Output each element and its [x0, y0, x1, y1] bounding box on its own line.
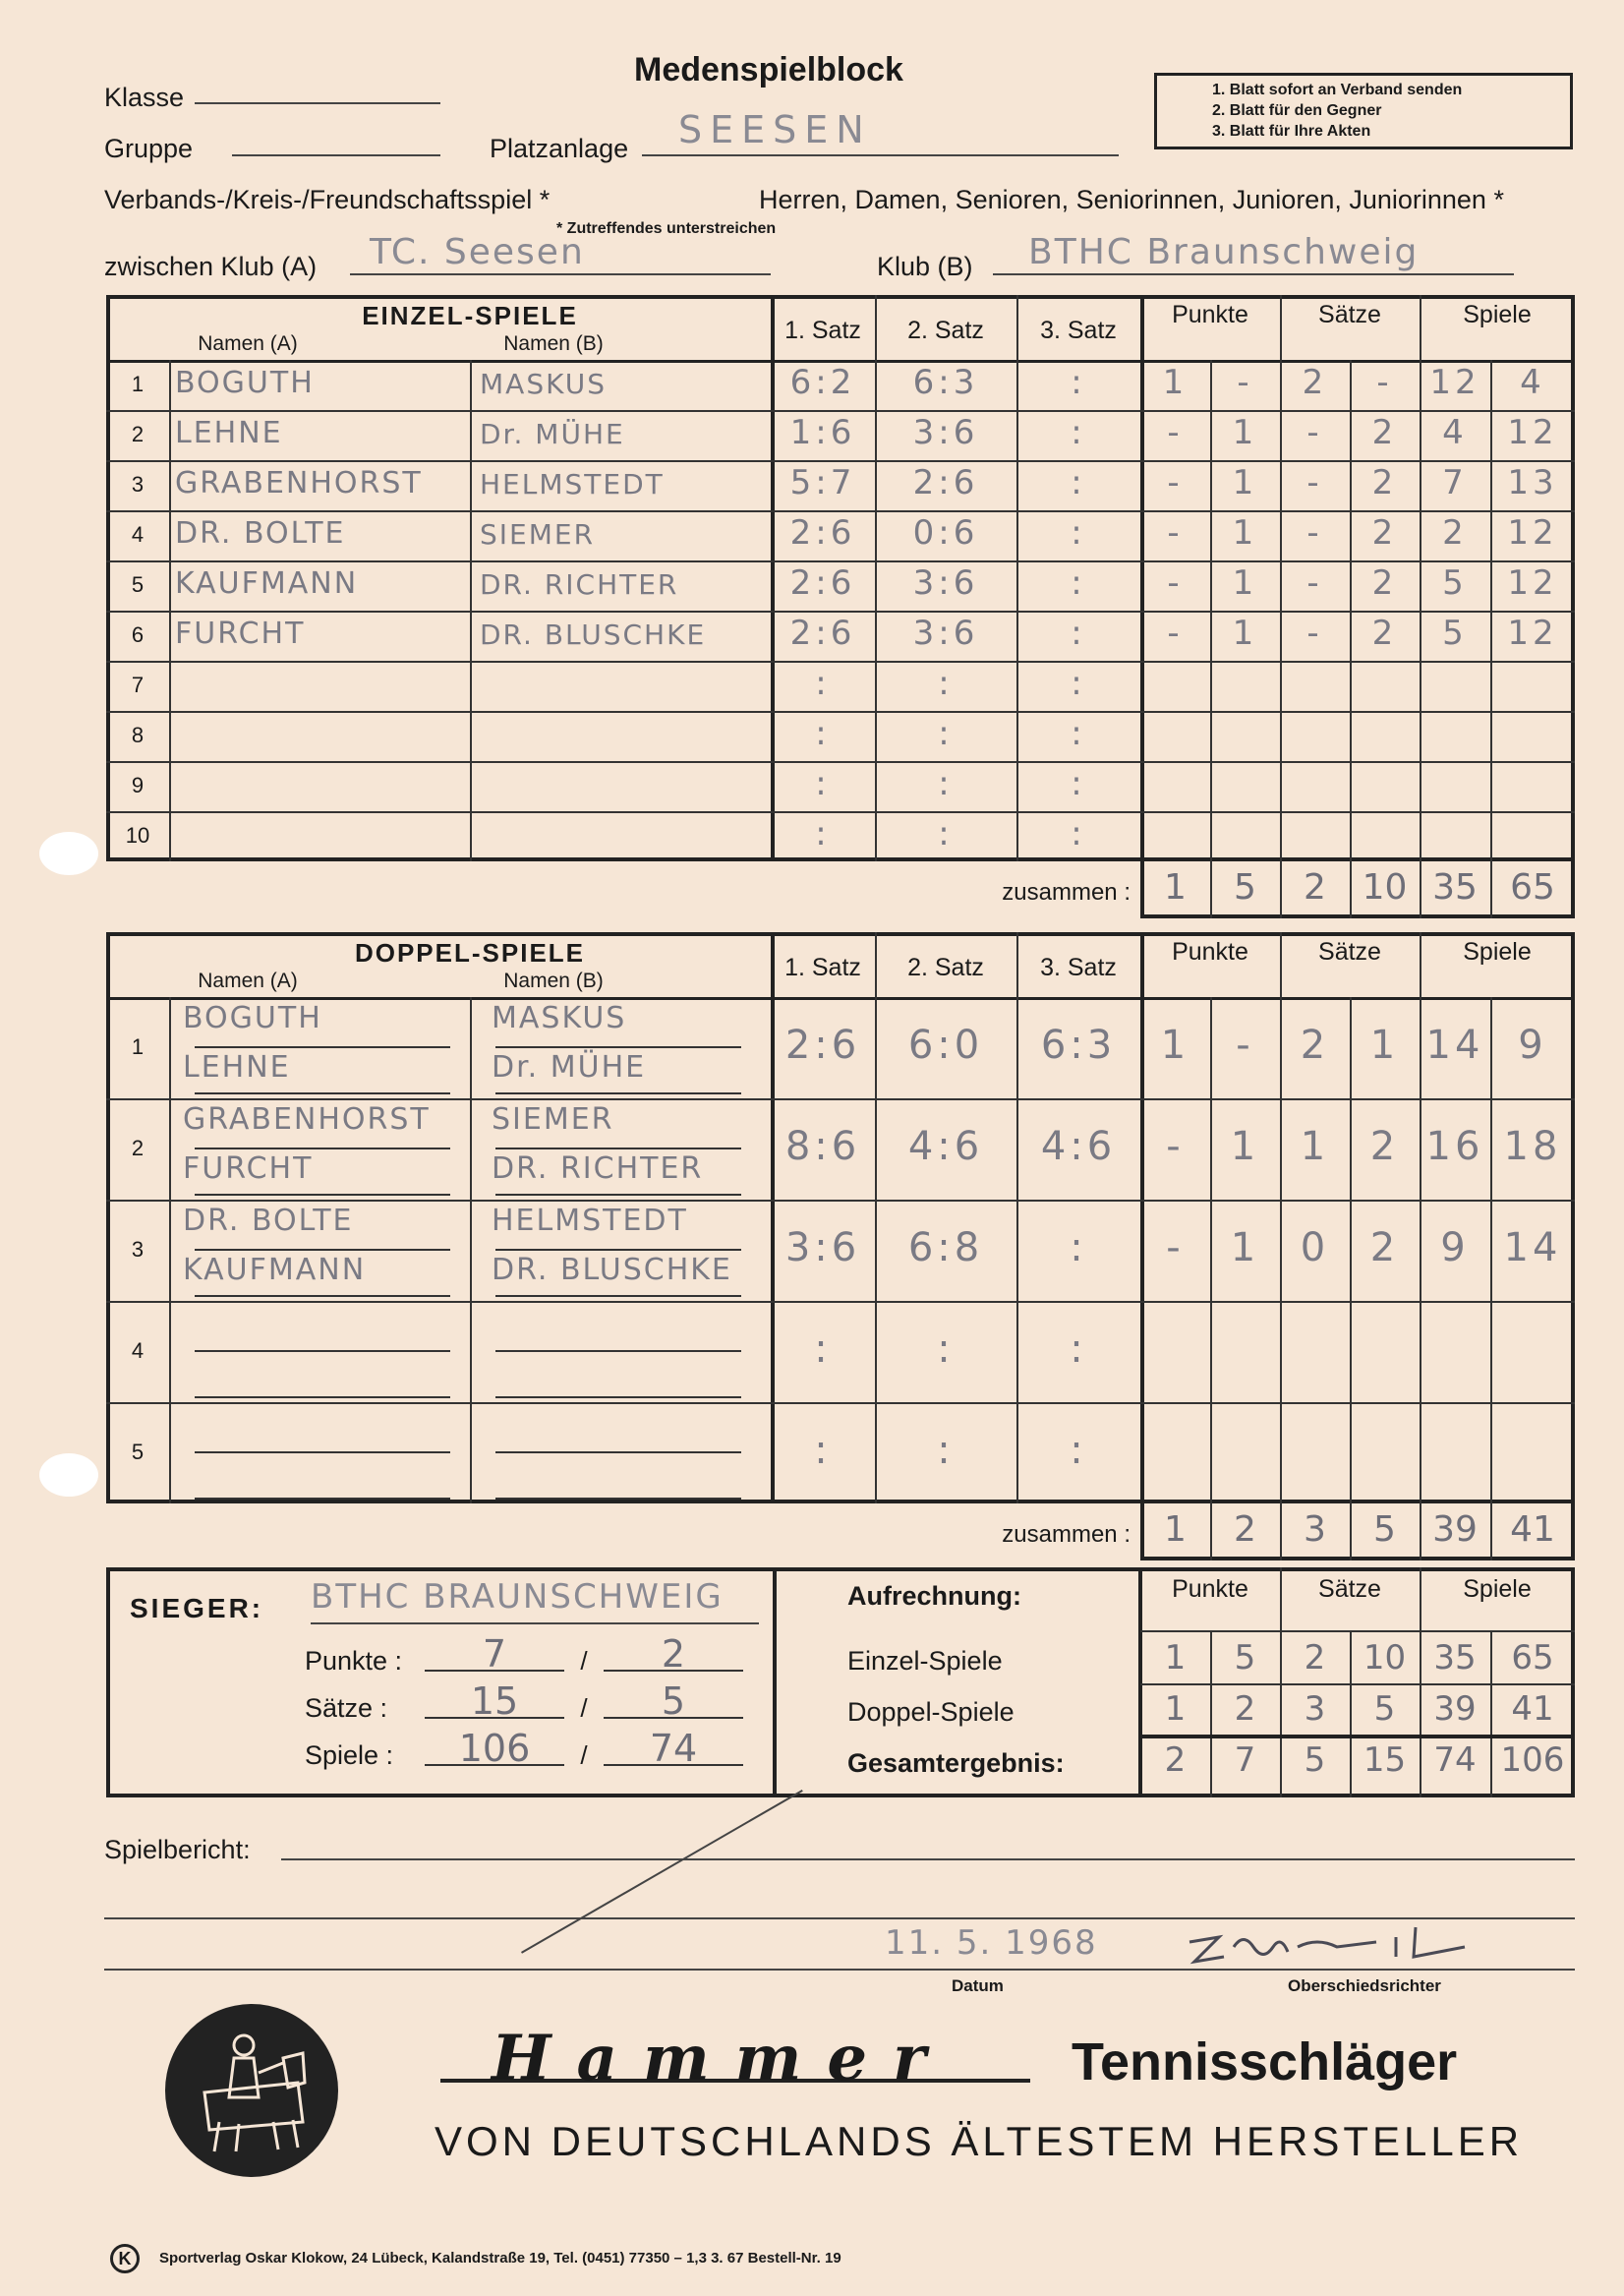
sieger-saetze-a: 15	[470, 1679, 519, 1723]
aufrechnung-value: 65	[1511, 1638, 1554, 1678]
einzel-spiele-header: Spiele	[1463, 301, 1532, 328]
doppel-st1: 0	[1300, 1224, 1330, 1270]
einzel-st2: 2	[1371, 513, 1398, 554]
doppel-st2: 2	[1369, 1123, 1400, 1169]
sieger-saetze-b: 5	[661, 1679, 686, 1723]
doppel-name-a2: KAUFMANN	[183, 1252, 367, 1287]
doppel-satz2-score: 6:8	[907, 1224, 984, 1270]
doppel-name-a1: GRABENHORST	[183, 1102, 431, 1137]
doppel-name-b2: DR. BLUSCHKE	[492, 1252, 732, 1287]
blatt-3: 3. Blatt für Ihre Akten	[1212, 123, 1371, 140]
aufrechnung-saetze-header: Sätze	[1318, 1575, 1381, 1603]
copy-instructions-box	[1154, 73, 1573, 149]
gruppe-label: Gruppe	[104, 134, 194, 163]
einzel-p2: 1	[1232, 463, 1258, 503]
einzel-satz1-score: 2:6	[789, 563, 856, 604]
klub-a-label: zwischen Klub (A)	[104, 252, 318, 281]
aufrechnung-value: 2	[1234, 1689, 1256, 1729]
einzel-sp2: 12	[1507, 413, 1558, 453]
sieger-value: BTHC BRAUNSCHWEIG	[311, 1577, 724, 1617]
einzel-st1: -	[1306, 614, 1323, 654]
doppel-satz1-score: 8:6	[784, 1123, 861, 1169]
aufrechnung-spiele-header: Spiele	[1463, 1575, 1532, 1603]
einzel-zusammen-value: 10	[1362, 867, 1408, 908]
einzel-p1: 1	[1162, 363, 1189, 403]
doppel-zusammen-value: 1	[1164, 1509, 1187, 1550]
doppel-satz2-score: :	[937, 1325, 955, 1372]
doppel-st2: 2	[1369, 1224, 1400, 1270]
einzel-st1: -	[1306, 463, 1323, 503]
einzel-name-a: LEHNE	[175, 416, 283, 450]
einzel-sp2: 12	[1507, 513, 1558, 554]
einzel-st2: 2	[1371, 413, 1398, 453]
einzel-sp1: 2	[1442, 513, 1468, 554]
aufrechnung-value: 35	[1433, 1638, 1477, 1678]
aufrechnung-row-label: Doppel-Spiele	[847, 1697, 1015, 1727]
doppel-p1: 1	[1160, 1022, 1190, 1068]
oberschiedsrichter-signature	[1180, 1927, 1475, 1967]
doppel-p2: 1	[1230, 1123, 1260, 1169]
einzel-zusammen-value: 35	[1432, 867, 1478, 908]
einzel-p1: -	[1167, 413, 1184, 453]
einzel-title: EINZEL-SPIELE	[362, 301, 578, 330]
einzel-satz1-score: :	[815, 814, 831, 854]
sieger-slash: /	[580, 1646, 588, 1676]
einzel-sp1: 5	[1442, 563, 1468, 604]
einzel-satz1-score: 6:2	[789, 363, 856, 403]
einzel-row-number: 8	[131, 722, 145, 747]
einzel-st2: 2	[1371, 563, 1398, 604]
sieger-label: SIEGER:	[130, 1593, 264, 1623]
einzel-zusammen-value: 65	[1510, 867, 1555, 908]
punch-hole	[39, 1453, 98, 1497]
doppel-row-number: 2	[131, 1135, 145, 1160]
einzel-satz3-score: :	[1071, 513, 1086, 554]
doppel-satz3-score: 6:3	[1040, 1022, 1117, 1068]
doppel-row-number: 1	[131, 1033, 145, 1059]
doppel-st2: 1	[1369, 1022, 1400, 1068]
doppel-name-b2: DR. RICHTER	[492, 1150, 704, 1186]
underline-note: * Zutreffendes unterstreichen	[556, 220, 777, 237]
einzel-satz1-score: :	[815, 764, 831, 804]
doppel-namen-b-header: Namen (B)	[503, 970, 604, 992]
einzel-sp2: 13	[1507, 463, 1558, 503]
aufrechnung-value: 2	[1304, 1638, 1326, 1678]
einzel-satz1-header: 1. Satz	[784, 317, 861, 344]
einzel-sp1: 7	[1442, 463, 1468, 503]
punch-hole	[39, 832, 98, 875]
aufrechnung-title: Aufrechnung:	[847, 1581, 1021, 1611]
einzel-sp1: 5	[1442, 614, 1468, 654]
einzel-satz3-score: :	[1071, 363, 1086, 403]
doppel-zusammen-value: 39	[1432, 1509, 1478, 1550]
doppel-st1: 1	[1300, 1123, 1330, 1169]
imprint: Sportverlag Oskar Klokow, 24 Lübeck, Kalandstraße 19, Tel. (0451) 77350 – 1,3 3. 67 Bestell-Nr. 19	[159, 2250, 841, 2267]
doppel-satz1-score: 3:6	[784, 1224, 861, 1270]
einzel-zusammen-value: 5	[1234, 867, 1256, 908]
doppel-satz3-score: :	[1070, 1427, 1087, 1473]
gruppe-field[interactable]	[232, 154, 440, 156]
einzel-satz2-score: 2:6	[912, 463, 979, 503]
einzel-satz2-score: :	[938, 764, 954, 804]
klub-a-value: TC. Seesen	[370, 232, 585, 272]
oberschiedsrichter-label: Oberschiedsrichter	[1288, 1976, 1441, 1995]
einzel-st1: 2	[1302, 363, 1328, 403]
doppel-sp1: 16	[1425, 1123, 1484, 1169]
doppel-name-a2: FURCHT	[183, 1150, 314, 1186]
aufrechnung-value: 2	[1164, 1740, 1187, 1780]
klub-b-field[interactable]	[993, 273, 1514, 275]
doppel-name-b2: Dr. MÜHE	[492, 1049, 647, 1085]
doppel-satz2-score: 4:6	[907, 1123, 984, 1169]
doppel-st1: 2	[1300, 1022, 1330, 1068]
spielbericht-label: Spielbericht:	[104, 1835, 251, 1864]
einzel-satz3-score: :	[1071, 563, 1086, 604]
doppel-name-b1: HELMSTEDT	[492, 1204, 688, 1238]
doppel-p1: -	[1166, 1123, 1185, 1169]
einzel-name-b: MASKUS	[480, 368, 607, 400]
aufrechnung-value: 15	[1363, 1740, 1407, 1780]
einzel-namen-a-header: Namen (A)	[198, 332, 298, 355]
einzel-name-a: FURCHT	[175, 617, 306, 651]
einzel-satz2-score: :	[938, 814, 954, 854]
einzel-satz3-score: :	[1071, 714, 1086, 754]
doppel-satz1-header: 1. Satz	[784, 954, 861, 981]
einzel-name-a: GRABENHORST	[175, 466, 423, 500]
knight-logo-icon	[165, 2004, 338, 2177]
doppel-satz1-score: :	[814, 1325, 832, 1372]
doppel-row-number: 4	[131, 1337, 145, 1363]
doppel-p1: -	[1166, 1224, 1185, 1270]
aufrechnung-value: 1	[1164, 1638, 1187, 1678]
doppel-satz2-score: :	[937, 1427, 955, 1473]
einzel-p1: -	[1167, 463, 1184, 503]
einzel-row-number: 1	[131, 371, 145, 396]
sieger-punkte-label: Punkte :	[305, 1646, 403, 1676]
doppel-name-a1: DR. BOLTE	[183, 1204, 354, 1238]
aufrechnung-value: 10	[1363, 1638, 1407, 1678]
aufrechnung-value: 39	[1433, 1689, 1477, 1729]
einzel-zusammen-value: 1	[1164, 867, 1187, 908]
einzel-zusammen-value: 2	[1304, 867, 1326, 908]
einzel-satz3-score: :	[1071, 814, 1086, 854]
einzel-satz2-score: 3:6	[912, 563, 979, 604]
aufrechnung-value: 106	[1500, 1740, 1565, 1780]
einzel-name-b: HELMSTEDT	[480, 468, 665, 500]
einzel-satz3-score: :	[1071, 463, 1086, 503]
brand-logo: Hammer	[492, 2022, 952, 2095]
einzel-sp1: 4	[1442, 413, 1468, 453]
einzel-name-b: Dr. MÜHE	[480, 418, 625, 450]
sieger-slash: /	[580, 1740, 588, 1770]
einzel-punkte-header: Punkte	[1172, 301, 1248, 328]
einzel-row-number: 4	[131, 521, 145, 547]
doppel-name-b1: MASKUS	[492, 1001, 627, 1035]
einzel-row-number: 5	[131, 571, 145, 597]
aufrechnung-value: 5	[1373, 1689, 1396, 1729]
einzel-satz2-score: 6:3	[912, 363, 979, 403]
einzel-name-a: KAUFMANN	[175, 566, 359, 601]
einzel-row-number: 2	[131, 421, 145, 446]
imprint-logo-icon: K	[110, 2244, 140, 2273]
doppel-zusammen-value: 5	[1373, 1509, 1396, 1550]
doppel-p2: 1	[1230, 1224, 1260, 1270]
tennisschlaeger-text: Tennisschläger	[1072, 2032, 1458, 2091]
einzel-p1: -	[1167, 563, 1184, 604]
einzel-satz3-header: 3. Satz	[1040, 317, 1117, 344]
doppel-spiele-header: Spiele	[1463, 938, 1532, 966]
doppel-zusammen-value: 41	[1510, 1509, 1555, 1550]
doppel-title: DOPPEL-SPIELE	[354, 938, 586, 968]
aufrechnung-value: 5	[1234, 1638, 1256, 1678]
einzel-p2: -	[1237, 363, 1253, 403]
blatt-2: 2. Blatt für den Gegner	[1212, 102, 1382, 119]
klasse-label: Klasse	[104, 83, 185, 112]
spielart-label: Verbands-/Kreis-/Freundschaftsspiel *	[104, 185, 551, 214]
einzel-satz2-score: 3:6	[912, 614, 979, 654]
einzel-satz2-header: 2. Satz	[907, 317, 984, 344]
sieger-slash: /	[580, 1693, 588, 1723]
doppel-satz3-header: 3. Satz	[1040, 954, 1117, 981]
doppel-satz3-score: 4:6	[1040, 1123, 1117, 1169]
einzel-st1: -	[1306, 563, 1323, 604]
aufrechnung-punkte-header: Punkte	[1172, 1575, 1248, 1603]
sieger-punkte-b: 2	[661, 1632, 686, 1676]
einzel-satz2-score: :	[938, 664, 954, 704]
blatt-1: 1. Blatt sofort an Verband senden	[1212, 82, 1463, 98]
klasse-field[interactable]	[195, 102, 440, 104]
klub-b-value: BTHC Braunschweig	[1028, 232, 1420, 272]
doppel-p2: -	[1236, 1022, 1254, 1068]
doppel-satz3-score: :	[1070, 1224, 1087, 1270]
aufrechnung-value: 5	[1304, 1740, 1326, 1780]
einzel-row-number: 6	[131, 621, 145, 647]
doppel-satz1-score: :	[814, 1427, 832, 1473]
aufrechnung-value: 1	[1164, 1689, 1187, 1729]
klub-b-label: Klub (B)	[877, 252, 973, 281]
sieger-spiele-b: 74	[649, 1727, 698, 1770]
sieger-spiele-a: 106	[458, 1727, 531, 1770]
aufrechnung-value: 41	[1511, 1689, 1554, 1729]
doppel-namen-a-header: Namen (A)	[198, 970, 298, 992]
einzel-sp2: 12	[1507, 563, 1558, 604]
einzel-st2: 2	[1371, 614, 1398, 654]
datum-value: 11. 5. 1968	[885, 1923, 1098, 1963]
platzanlage-value: SEESEN	[678, 108, 872, 151]
doppel-sp1: 14	[1425, 1022, 1484, 1068]
einzel-st2: -	[1376, 363, 1393, 403]
doppel-sp2: 9	[1518, 1022, 1547, 1068]
einzel-p2: 1	[1232, 563, 1258, 604]
einzel-satz1-score: :	[815, 664, 831, 704]
einzel-namen-b-header: Namen (B)	[503, 332, 604, 355]
einzel-name-a: BOGUTH	[175, 366, 315, 400]
einzel-satz3-score: :	[1071, 614, 1086, 654]
einzel-st1: -	[1306, 413, 1323, 453]
kategorien-label: Herren, Damen, Senioren, Seniorinnen, Junioren, Juniorinnen *	[759, 185, 1504, 214]
einzel-p1: -	[1167, 513, 1184, 554]
einzel-row-number: 7	[131, 672, 145, 697]
einzel-satz3-score: :	[1071, 764, 1086, 804]
klub-a-field[interactable]	[350, 273, 771, 275]
einzel-satz2-score: 0:6	[912, 513, 979, 554]
doppel-sp1: 9	[1440, 1224, 1470, 1270]
einzel-satz2-score: 3:6	[912, 413, 979, 453]
einzel-row-number: 10	[125, 822, 150, 848]
einzel-sp2: 4	[1520, 363, 1545, 403]
sieger-spiele-label: Spiele :	[305, 1740, 394, 1770]
doppel-sp2: 18	[1503, 1123, 1562, 1169]
doppel-satz2-header: 2. Satz	[907, 954, 984, 981]
einzel-zusammen-label: zusammen :	[1002, 879, 1131, 906]
einzel-satz1-score: 1:6	[789, 413, 856, 453]
einzel-satz3-score: :	[1071, 664, 1086, 704]
einzel-name-b: DR. BLUSCHKE	[480, 618, 707, 651]
slogan: VON DEUTSCHLANDS ÄLTESTEM HERSTELLER	[435, 2118, 1524, 2164]
doppel-punkte-header: Punkte	[1172, 938, 1248, 966]
aufrechnung-row-label: Gesamtergebnis:	[847, 1748, 1065, 1778]
aufrechnung-value: 7	[1234, 1740, 1256, 1780]
einzel-saetze-header: Sätze	[1318, 301, 1381, 328]
einzel-p2: 1	[1232, 413, 1258, 453]
platzanlage-label: Platzanlage	[490, 134, 629, 163]
aufrechnung-value: 74	[1433, 1740, 1477, 1780]
doppel-satz2-score: 6:0	[907, 1022, 984, 1068]
datum-label: Datum	[952, 1976, 1004, 1995]
einzel-row-number: 3	[131, 471, 145, 497]
einzel-sp2: 12	[1507, 614, 1558, 654]
page-title: Medenspielblock	[634, 51, 903, 88]
einzel-satz3-score: :	[1071, 413, 1086, 453]
platzanlage-field[interactable]	[642, 154, 1119, 156]
einzel-satz1-score: :	[815, 714, 831, 754]
sieger-saetze-label: Sätze :	[305, 1693, 388, 1723]
einzel-row-number: 9	[131, 772, 145, 797]
doppel-zusammen-value: 3	[1304, 1509, 1326, 1550]
einzel-name-a: DR. BOLTE	[175, 516, 346, 551]
einzel-name-b: DR. RICHTER	[480, 568, 679, 601]
doppel-row-number: 3	[131, 1236, 145, 1262]
sieger-punkte-a: 7	[482, 1632, 507, 1676]
doppel-sp2: 14	[1503, 1224, 1562, 1270]
doppel-saetze-header: Sätze	[1318, 938, 1381, 966]
doppel-name-a2: LEHNE	[183, 1049, 291, 1085]
einzel-p1: -	[1167, 614, 1184, 654]
einzel-p2: 1	[1232, 513, 1258, 554]
doppel-zusammen-value: 2	[1234, 1509, 1256, 1550]
doppel-satz1-score: 2:6	[784, 1022, 861, 1068]
einzel-satz2-score: :	[938, 714, 954, 754]
einzel-satz1-score: 2:6	[789, 614, 856, 654]
aufrechnung-row-label: Einzel-Spiele	[847, 1646, 1003, 1676]
einzel-sp1: 12	[1429, 363, 1480, 403]
doppel-row-number: 5	[131, 1439, 145, 1464]
strike-through-mark	[521, 1790, 803, 1954]
einzel-st1: -	[1306, 513, 1323, 554]
einzel-satz1-score: 2:6	[789, 513, 856, 554]
aufrechnung-value: 3	[1304, 1689, 1326, 1729]
einzel-satz1-score: 5:7	[789, 463, 856, 503]
doppel-name-b1: SIEMER	[492, 1102, 614, 1137]
einzel-st2: 2	[1371, 463, 1398, 503]
einzel-name-b: SIEMER	[480, 518, 596, 551]
doppel-zusammen-label: zusammen :	[1002, 1521, 1131, 1548]
doppel-satz3-score: :	[1070, 1325, 1087, 1372]
doppel-name-a1: BOGUTH	[183, 1001, 322, 1035]
einzel-p2: 1	[1232, 614, 1258, 654]
